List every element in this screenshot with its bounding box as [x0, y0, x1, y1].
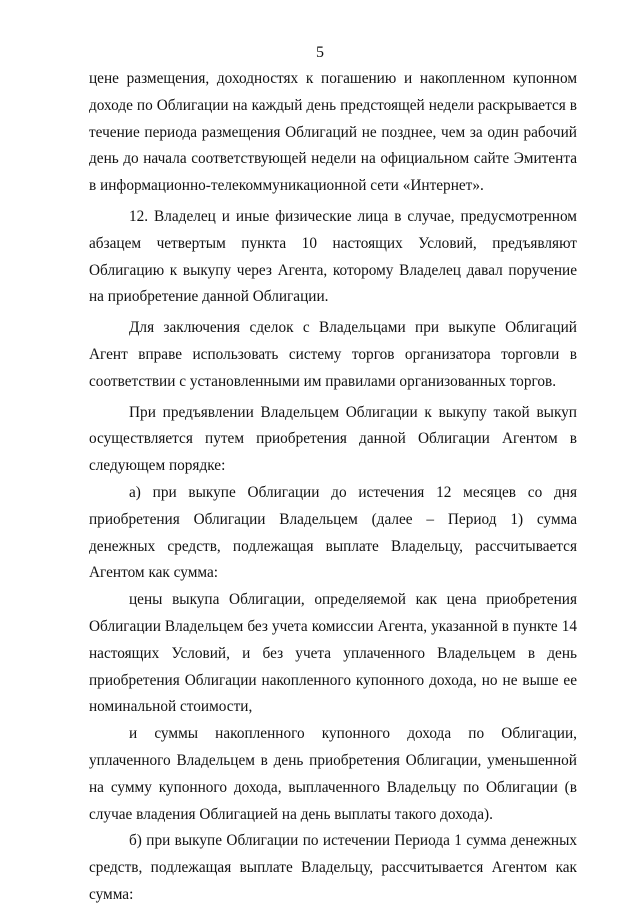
- paragraph-coupon-income: и суммы накопленного купонного дохода по Облигации, уплаченного Владельцем в день приобретения Облигации, уменьшенной на сумму купонного дохода, выплаченного Владельцу по Облигации (в случае владения Облигацией на день выплаты такого дохода).: [89, 725, 577, 823]
- paragraph-placement-info: цене размещения, доходностях к погашению и накопленном купонном доходе по Облигации на каждый день предстоящей недели раскрывается в течение периода размещения Облигаций не позднее, чем за один рабочий день до начала соответствующей недели на официальном сайте Эмитента в информационно-телекоммуникационной сети «Интернет».: [89, 70, 577, 195]
- paragraph-trading-system: Для заключения сделок с Владельцами при выкупе Облигаций Агент вправе использовать систему торгов организатора торговли в соответствии с установленными им правилами организованных торгов.: [89, 319, 577, 390]
- document-body: [89, 66, 577, 909]
- page-number: 5: [316, 44, 324, 61]
- paragraph-buyback-order: При предъявлении Владельцем Облигации к выкупу такой выкуп осуществляется путем приобретения данной Облигации Агентом в следующем порядке:: [89, 403, 577, 475]
- paragraph-buyback-price: цены выкупа Облигации, определяемой как цена приобретения Облигации Владельцем без учета комиссии Агента, указанной в пункте 14 настоящих Условий, и без учета уплаченного Владельцем в день приобретения Облигации накопленного купонного дохода, но не выше ее номинальной стоимости,: [89, 591, 577, 716]
- paragraph-clause-b: б) при выкупе Облигации по истечении Периода 1 сумма денежных средств, подлежащая выплате Владельцу, рассчитывается Агентом как сумма:: [89, 832, 577, 903]
- paragraph-clause-a: а) при выкупе Облигации до истечения 12 месяцев со дня приобретения Облигации Владельцем (далее – Период 1) сумма денежных средств, подлежащая выплате Владельцу, рассчитывается Агентом как сумма:: [89, 483, 577, 582]
- paragraph-item-12: 12. Владелец и иные физические лица в случае, предусмотренном абзацем четвертым пункта 10 настоящих Условий, предъявляют Облигацию к выкупу через Агента, которому Владелец давал поручение на приобретение данной Облигации.: [89, 207, 577, 306]
